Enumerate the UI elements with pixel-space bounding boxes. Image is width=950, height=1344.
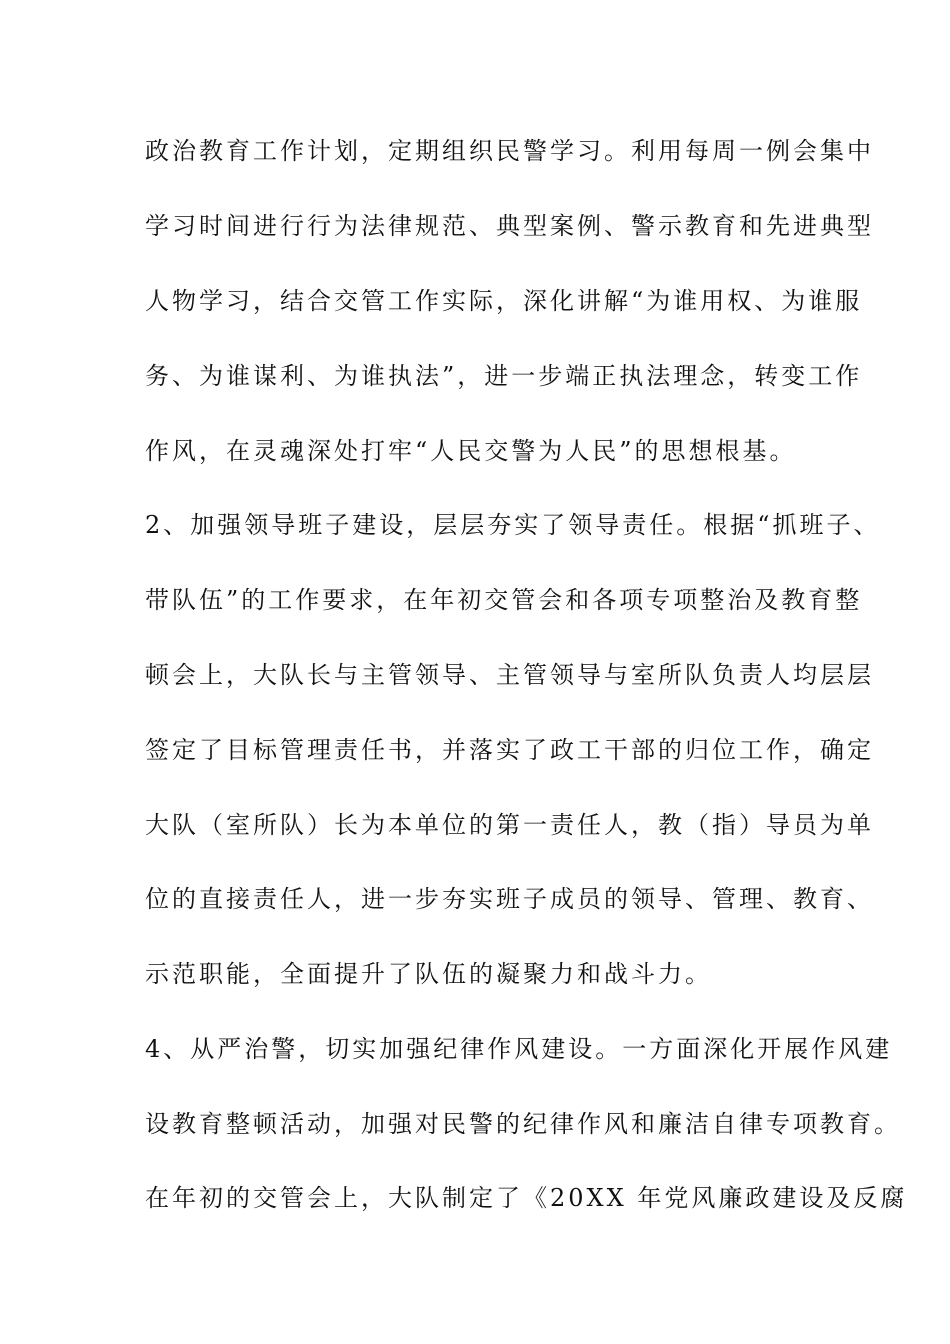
text-line: 顿会上，大队长与主管领导、主管领导与室所队负责人均层层: [145, 661, 874, 689]
text-line: 带队伍”的工作要求，在年初交管会和各项专项整治及教育整: [145, 586, 863, 614]
text-line: 2、加强领导班子建设，层层夯实了领导责任。根据“抓班子、: [145, 511, 881, 539]
text-line: 示范职能，全面提升了队伍的凝聚力和战斗力。: [145, 960, 712, 988]
text-line: 在年初的交管会上，大队制定了《20XX 年党风廉政建设及反腐: [145, 1184, 908, 1212]
text-line: 作风，在灵魂深处打牢“人民交警为人民”的思想根基。: [145, 437, 797, 465]
text-line: 设教育整顿活动，加强对民警的纪律作风和廉洁自律专项教育。: [145, 1110, 901, 1138]
text-line: 位的直接责任人，进一步夯实班子成员的领导、管理、教育、: [145, 885, 874, 913]
text-line: 大队（室所队）长为本单位的第一责任人，教（指）导员为单: [145, 811, 874, 839]
text-line: 务、为谁谋利、为谁执法”，进一步端正执法理念，转变工作: [145, 362, 863, 390]
text-line: 学习时间进行行为法律规范、典型案例、警示教育和先进典型: [145, 212, 874, 240]
text-line: 政治教育工作计划，定期组织民警学习。利用每周一例会集中: [145, 137, 874, 165]
text-line: 人物学习，结合交管工作实际，深化讲解“为谁用权、为谁服: [145, 287, 863, 315]
text-line: 4、从严治警，切实加强纪律作风建设。一方面深化开展作风建: [145, 1035, 893, 1063]
text-line: 签定了目标管理责任书，并落实了政工干部的归位工作，确定: [145, 736, 874, 764]
